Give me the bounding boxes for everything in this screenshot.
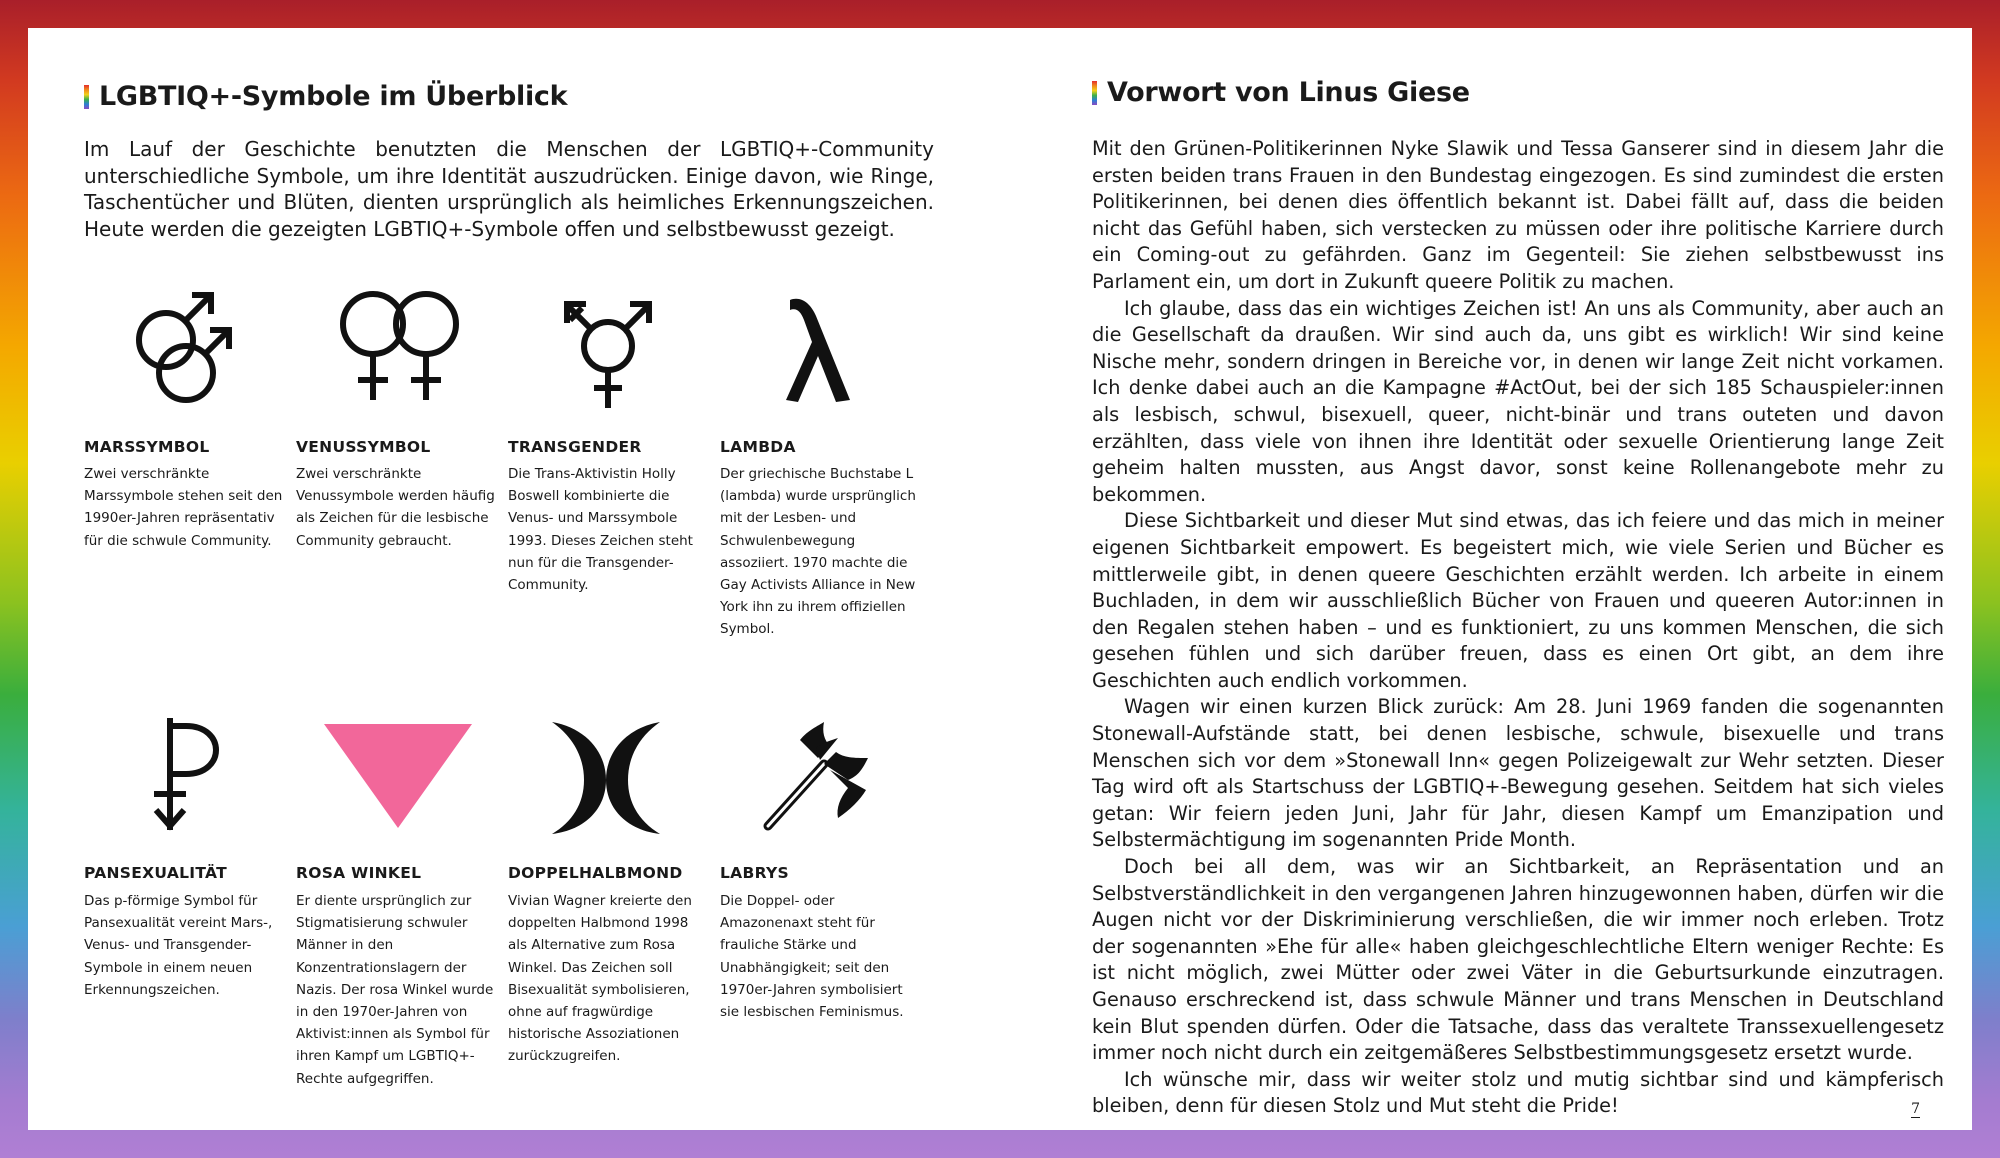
- intro-paragraph: Im Lauf der Geschichte benutzten die Menschen der LGBTIQ+-Community unterschiedliche Symbole, um ihre Identität auszudrücken. Einige davon, wie Ringe, Taschentücher und Blüten, dienten ursprünglich als heimliches Erkennungszeichen. Heute werden die gezeigten LGBTIQ+-Symbole offen und selbstbewusst gezeigt.: [84, 137, 934, 241]
- symbol-description: Zwei verschränkte Marssymbole stehen seit den 1990er-Jahren repräsentativ für die schwule Community.: [84, 466, 283, 549]
- rainbow-bar-icon: [1092, 81, 1097, 105]
- foreword-body: [1092, 136, 1944, 1120]
- book-spread: [28, 28, 1972, 1130]
- symbol-name: PANSEXUALITÄT: [84, 864, 227, 882]
- right-page-title-text: Vorwort von Linus Giese: [1107, 77, 1470, 108]
- symbol-description: Die Trans-Aktivistin Holly Boswell kombinierte die Venus- und Marssymbole 1993. Dieses Zeichen steht nun für die Transgender-Community.: [508, 466, 693, 594]
- foreword-paragraph: Wagen wir einen kurzen Blick zurück: Am 28. Juni 1969 fanden die sogenannten Stonewall-Aufstände statt, bei denen lesbische, schwule, bisexuelle und trans Menschen sich vor dem »Stonewall Inn« gegen Polizeigewalt zur Wehr setzten. Dieser Tag wird oft als Startschuss der LGBTIQ+-Bewegung gesehen. Seitdem hat sich vieles getan: Wir feiern jeden Juni, Jahr für Jahr, diesen Kampf um Emanzipation und Selbstermächtigung im sogenannten Pride Month.: [1092, 695, 1944, 852]
- symbol-name: VENUSSYMBOL: [296, 438, 431, 456]
- pansexual-icon: [124, 718, 244, 838]
- left-page-title-text: LGBTIQ+-Symbole im Überblick: [99, 81, 568, 112]
- double-moon-icon: [546, 718, 666, 838]
- symbol-description: Der griechische Buchstabe L (lambda) wurde ursprünglich mit der Lesben- und Schwulenbewegung assoziiert. 1970 machte die Gay Activists Alliance in New York ihn zu ihrem offiziellen Symbol.: [720, 466, 916, 638]
- foreword-paragraph: Mit den Grünen-Politikerinnen Nyke Slawik und Tessa Ganserer sind in diesem Jahr die ersten beiden trans Frauen in den Bundestag eingezogen. Es sind zumindest die ersten Politikerinnen, bei denen dies öffentlich bekannt ist. Dabei fällt auf, dass die beiden nicht das Gefühl haben, sich verstecken zu müssen oder ihre politische Karriere durch ein Coming-out zu gefährden. Ganz im Gegenteil: Sie ziehen selbstbewusst ins Parlament ein, um dort in Zukunft queere Politik zu machen.: [1092, 137, 1944, 293]
- lambda-icon: [760, 290, 880, 410]
- labrys-icon: [760, 718, 880, 838]
- symbol-description: Zwei verschränkte Venussymbole werden häufig als Zeichen für die lesbische Community gebraucht.: [296, 466, 495, 549]
- left-page-title: [84, 81, 567, 112]
- foreword-paragraph: Diese Sichtbarkeit und dieser Mut sind etwas, das ich feiere und das mich in meiner eigenen Sichtbarkeit empowert. Es begeistert mich, wie viele Serien und Bücher es mittlerweile gibt, in denen queere Geschichten erzählt werden. Ich arbeite in einem Buchladen, in dem wir ausschließlich Bücher von Frauen und queeren Autor:innen in den Regalen stehen haben – und es funktioniert, zu uns kommen Menschen, die sich gesehen fühlen und sich darüber freuen, dass es einen Ort gibt, an dem ihre Geschichten auch endlich vorkommen.: [1092, 509, 1944, 692]
- foreword-paragraph: Doch bei all dem, was wir an Sichtbarkeit, an Repräsentation und an Selbstverständlichkeit in den vergangenen Jahren hinzugewonnen haben, dürfen wir die Augen nicht vor der Diskriminierung verschließen, die wir immer noch erleben. Trotz der sogenannten »Ehe für alle« haben gleichgeschlechtliche Eltern weniger Rechte: Es ist nicht möglich, zwei Mütter oder zwei Väter in die Geburtsurkunde einzutragen. Genauso erschreckend ist, dass schwule Männer und trans Menschen in Deutschland kein Blut spenden dürfen. Oder die Tatsache, dass das veraltete Transsexuellengesetz immer noch nicht durch ein zeitgemäßeres Selbstbestimmungsgesetz ersetzt wurde.: [1092, 855, 1944, 1065]
- symbol-name: MARSSYMBOL: [84, 438, 210, 456]
- rainbow-bar-icon: [84, 85, 89, 109]
- mars-double-icon: [124, 290, 244, 410]
- transgender-icon: [548, 290, 668, 410]
- right-page-title: [1092, 77, 1470, 108]
- pink-triangle-icon: [324, 718, 444, 838]
- symbol-description: Er diente ursprünglich zur Stigmatisierung schwuler Männer in den Konzentrationslagern der Nazis. Der rosa Winkel wurde in den 1970er-Jahren von Aktivist:innen als Symbol für ihren Kampf um LGBTIQ+-Rechte aufgegriffen.: [296, 893, 494, 1087]
- venus-double-icon: [336, 290, 456, 410]
- foreword-paragraph: Ich wünsche mir, dass wir weiter stolz und mutig sichtbar sind und kämpferisch bleiben, denn für diesen Stolz und Mut steht die Pride!: [1092, 1067, 1944, 1118]
- symbol-description: Die Doppel- oder Amazonenaxt steht für frauliche Stärke und Unabhängigkeit; seit den 1970er-Jahren symbolisiert sie lesbischen Feminismus.: [720, 893, 904, 1021]
- symbol-description: Vivian Wagner kreierte den doppelten Halbmond 1998 als Alternative zum Rosa Winkel. Das Zeichen soll Bisexualität symbolisieren, ohne auf fragwürdige historische Assoziationen zurückzugreifen.: [508, 893, 692, 1065]
- symbol-name: ROSA WINKEL: [296, 864, 422, 882]
- symbol-description: Das p-förmige Symbol für Pansexualität vereint Mars-, Venus- und Transgender-Symbole in einem neuen Erkennungszeichen.: [84, 893, 273, 998]
- symbol-name: LAMBDA: [720, 438, 796, 456]
- page-number: 7: [1911, 1101, 1920, 1117]
- foreword-paragraph: Ich glaube, dass das ein wichtiges Zeichen ist! An uns als Community, aber auch an die Gesellschaft da draußen. Wir sind auch da, uns gibt es wirklich! Wir sind keine Nische mehr, sondern dringen in Bereiche vor, in denen wir lange Zeit nicht vorkamen. Ich denke dabei auch an die Kampagne #ActOut, bei der sich 185 Schauspieler:innen als lesbisch, schwul, bisexuell, queer, nicht-binär und trans outeten und davon erzählten, dass viele von ihnen ihre Identität oder sexuelle Orientierung lange Zeit geheim halten mussten, aus Angst davor, sonst keine Rollenangebote mehr zu bekommen.: [1092, 296, 1944, 506]
- symbol-name: LABRYS: [720, 864, 789, 882]
- symbol-name: DOPPELHALBMOND: [508, 864, 683, 882]
- symbol-name: TRANSGENDER: [508, 438, 642, 456]
